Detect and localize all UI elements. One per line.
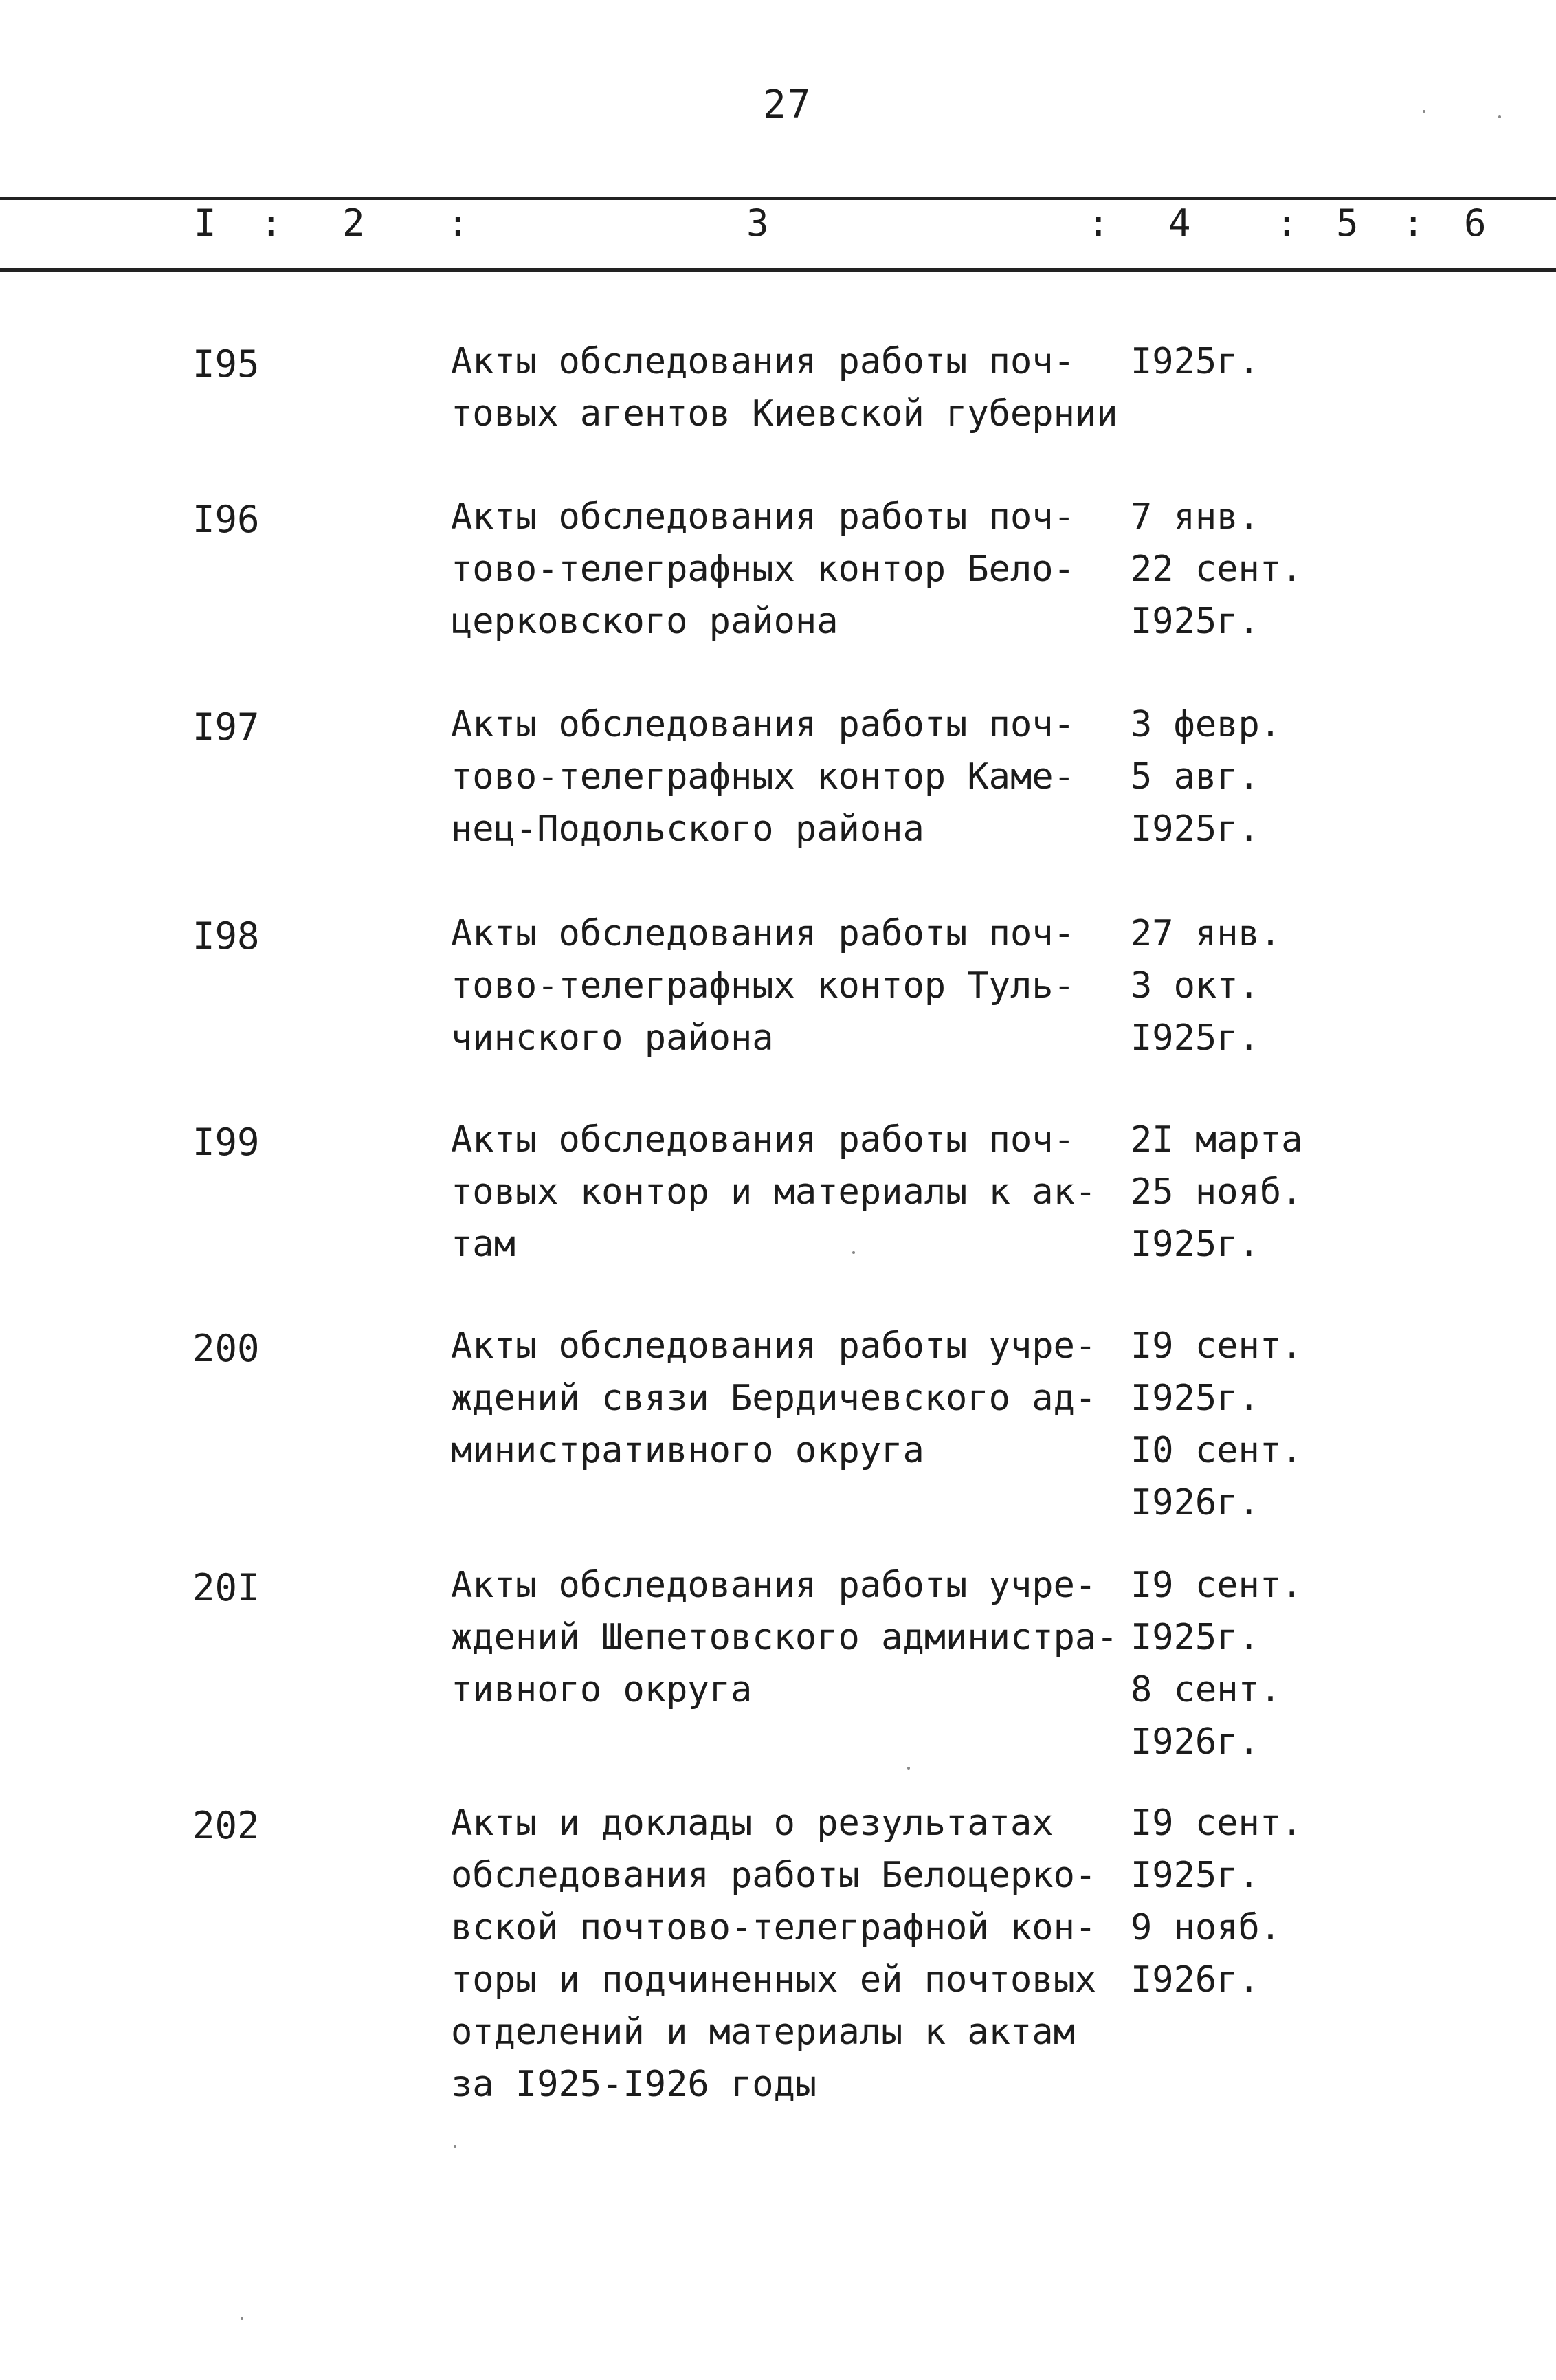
row-dates: I9 сент. I925г. 9 нояб. I926г. xyxy=(1131,1803,1303,2001)
column-header-2: 2 xyxy=(342,201,365,245)
column-separator: : xyxy=(1276,201,1298,245)
scan-speck xyxy=(241,2317,243,2320)
scan-speck xyxy=(907,1767,910,1770)
column-header-6: 6 xyxy=(1464,201,1487,245)
row-dates: 2I марта 25 нояб. I925г. xyxy=(1131,1119,1303,1265)
row-description: Акты и доклады о результатах обследования работы Белоцерко- вской почтово-телеграфной кон- торы и подчиненных ей почтовых отделений и материалы к актам за I925-I926 годы xyxy=(451,1803,1097,2105)
row-dates: I925г. xyxy=(1131,341,1260,382)
row-description: Акты обследования работы поч- товых контор и материалы к ак- там xyxy=(451,1119,1097,1265)
column-header-4: 4 xyxy=(1168,201,1191,245)
row-number: I96 xyxy=(192,498,260,541)
row-dates: 3 февр. 5 авг. I925г. xyxy=(1131,704,1282,850)
row-number: I97 xyxy=(192,705,260,749)
row-dates: 7 янв. 22 сент. I925г. xyxy=(1131,496,1303,642)
row-description: Акты обследования работы учре- ждений Шепетовского администра- тивного округа xyxy=(451,1565,1118,1710)
row-number: 202 xyxy=(192,1804,260,1847)
column-separator: : xyxy=(447,201,469,245)
scan-speck xyxy=(454,2145,456,2148)
row-description: Акты обследования работы поч- тово-телеграфных контор Каме- нец-Подольского района xyxy=(451,704,1075,850)
row-description: Акты обследования работы поч- тово-телеграфных контор Туль- чинского района xyxy=(451,913,1075,1059)
scan-speck xyxy=(1498,115,1501,118)
table-top-rule xyxy=(0,197,1556,200)
column-header-5: 5 xyxy=(1336,201,1359,245)
row-number: I99 xyxy=(192,1121,260,1164)
row-number: I95 xyxy=(192,342,260,386)
column-header-3: 3 xyxy=(746,201,769,245)
row-description: Акты обследования работы учре- ждений связи Бердичевского ад- министративного округа xyxy=(451,1325,1097,1471)
row-dates: I9 сент. I925г. I0 сент. I926г. xyxy=(1131,1325,1303,1523)
column-separator: : xyxy=(1402,201,1425,245)
row-number: I98 xyxy=(192,914,260,958)
row-description: Акты обследования работы поч- товых агентов Киевской губернии xyxy=(451,341,1118,434)
scan-speck xyxy=(1423,110,1425,113)
column-separator: : xyxy=(260,201,282,245)
row-number: 200 xyxy=(192,1327,260,1370)
row-dates: 27 янв. 3 окт. I925г. xyxy=(1131,913,1282,1059)
row-number: 20I xyxy=(192,1566,260,1609)
table-header-rule xyxy=(0,268,1556,272)
page-number: 27 xyxy=(763,82,812,127)
column-header-1: I xyxy=(194,201,216,245)
row-dates: I9 сент. I925г. 8 сент. I926г. xyxy=(1131,1565,1303,1763)
scan-speck xyxy=(852,1251,855,1254)
row-description: Акты обследования работы поч- тово-телеграфных контор Бело- церковского района xyxy=(451,496,1075,642)
column-separator: : xyxy=(1087,201,1110,245)
